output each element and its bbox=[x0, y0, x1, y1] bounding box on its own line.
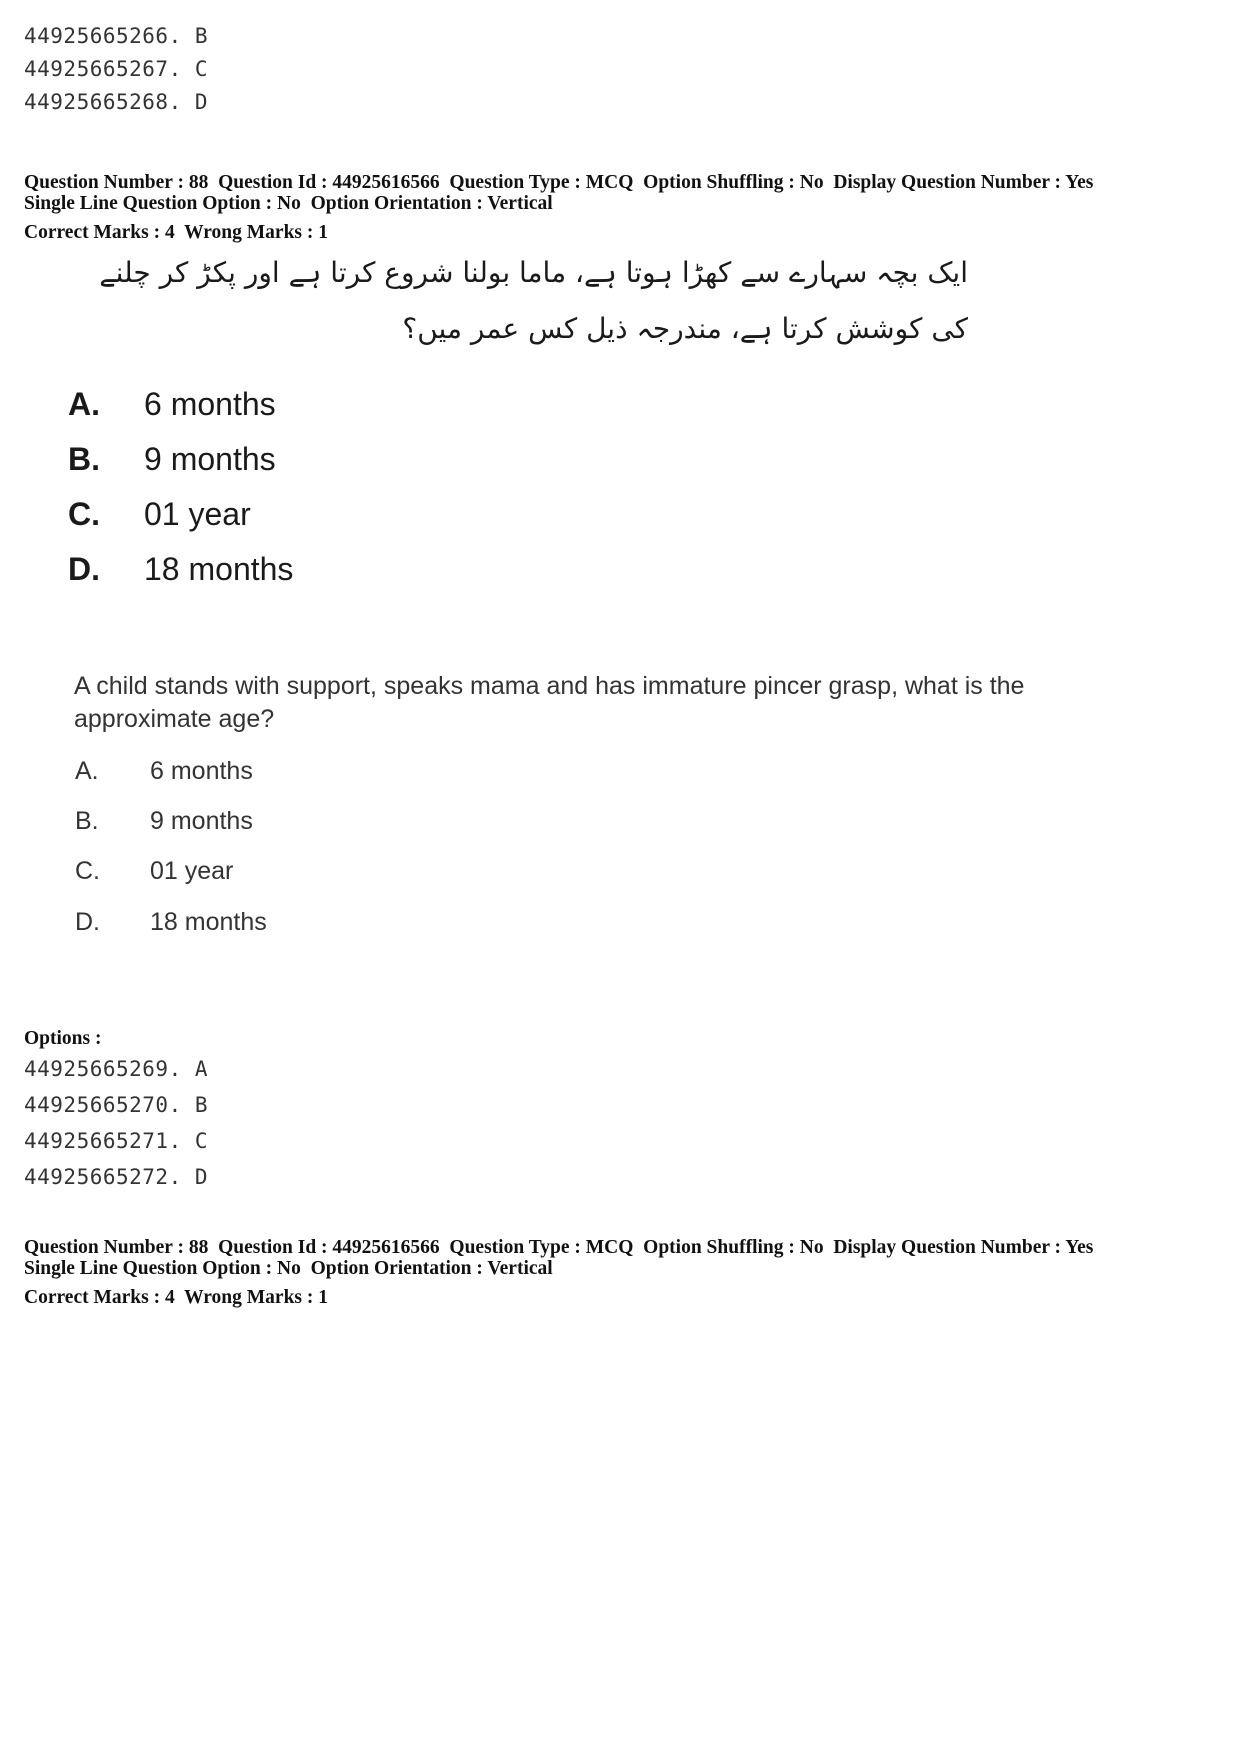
option-item bbox=[68, 551, 293, 588]
option-letter: B. bbox=[68, 441, 100, 477]
option-letter: C. bbox=[75, 857, 100, 885]
option-letter: D. bbox=[75, 908, 100, 936]
option-text: 01 year bbox=[144, 496, 251, 532]
question-meta-line: Question Number : 88 Question Id : 44925616566 Question Type : MCQ Option Shuffling : No Display Question Number : Yes bbox=[24, 172, 1094, 193]
question-meta-line: Question Number : 88 Question Id : 44925616566 Question Type : MCQ Option Shuffling : No Display Question Number : Yes bbox=[24, 1237, 1094, 1258]
question-meta-line: Single Line Question Option : No Option Orientation : Vertical bbox=[24, 1258, 553, 1279]
option-id-line: 44925665270. B bbox=[24, 1093, 209, 1117]
option-letter: C. bbox=[68, 496, 100, 532]
urdu-question-line: ایک بچہ سہارے سے کھڑا ہوتا ہے، ماما بولنا شروع کرتا ہے اور پکڑ کر چلنے bbox=[99, 256, 968, 289]
option-item bbox=[75, 757, 253, 786]
option-text: 01 year bbox=[150, 857, 234, 885]
option-id-line: 44925665269. A bbox=[24, 1057, 209, 1081]
option-text: 18 months bbox=[150, 908, 267, 936]
option-letter: B. bbox=[75, 807, 99, 835]
option-id-line: 44925665268. D bbox=[24, 90, 209, 114]
option-item bbox=[75, 908, 267, 937]
option-text: 9 months bbox=[150, 807, 253, 835]
option-id-line: 44925665271. C bbox=[24, 1129, 209, 1153]
option-text: 6 months bbox=[144, 386, 276, 422]
option-id-line: 44925665267. C bbox=[24, 57, 209, 81]
option-item bbox=[68, 496, 251, 533]
option-item bbox=[68, 441, 276, 478]
marks-line: Correct Marks : 4 Wrong Marks : 1 bbox=[24, 222, 329, 243]
option-text: 6 months bbox=[150, 757, 253, 785]
option-letter: A. bbox=[68, 386, 100, 422]
option-id-line: 44925665272. D bbox=[24, 1165, 209, 1189]
option-item bbox=[75, 857, 233, 886]
options-label: Options : bbox=[24, 1028, 102, 1049]
question-meta-line: Single Line Question Option : No Option Orientation : Vertical bbox=[24, 193, 553, 214]
option-item bbox=[68, 386, 276, 423]
option-text: 18 months bbox=[144, 551, 294, 587]
option-id-line: 44925665266. B bbox=[24, 24, 209, 48]
english-question: A child stands with support, speaks mama and has immature pincer grasp, what is the approximate age? bbox=[74, 672, 1025, 733]
option-letter: D. bbox=[68, 551, 100, 587]
option-item bbox=[75, 807, 253, 836]
marks-line: Correct Marks : 4 Wrong Marks : 1 bbox=[24, 1287, 329, 1308]
option-letter: A. bbox=[75, 757, 99, 785]
urdu-question-line: کی کوشش کرتا ہے، مندرجہ ذیل کس عمر میں؟ bbox=[402, 312, 968, 345]
option-text: 9 months bbox=[144, 441, 276, 477]
